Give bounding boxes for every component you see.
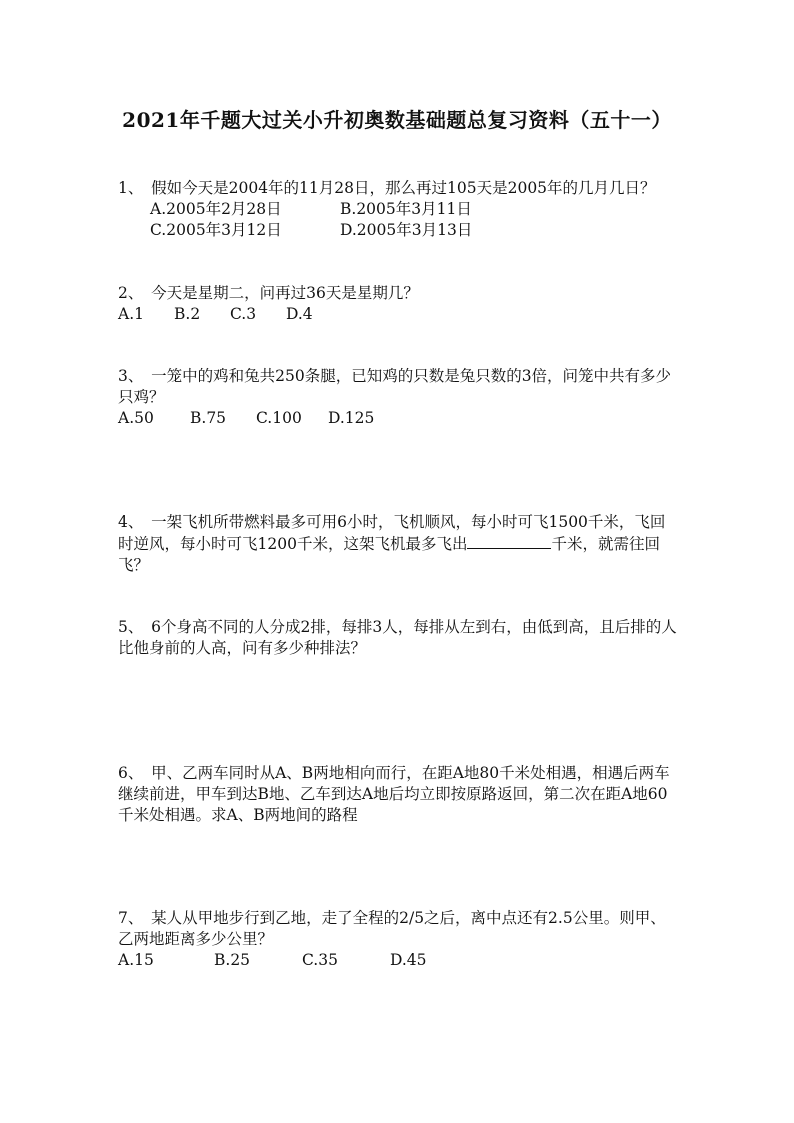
option-3d: D.125 <box>328 409 375 427</box>
option-3c: C.100 <box>256 409 302 427</box>
option-7a: A.15 <box>118 951 154 969</box>
option-1a: A.2005年2月28日 <box>150 200 282 218</box>
question-3-stem: 3、 一笼中的鸡和兔共250条腿，已知鸡的只数是兔只数的3倍，问笼中共有多少只鸡？ <box>118 367 672 406</box>
option-2d: D.4 <box>286 305 313 323</box>
question-7 <box>118 908 678 971</box>
page-title: 2021年千题大过关小升初奥数基础题总复习资料（五十一） <box>122 108 672 132</box>
question-4-stem-part2: 千米，就需往回飞？ <box>118 535 660 574</box>
question-6 <box>118 763 678 826</box>
option-7d: D.45 <box>390 951 427 969</box>
option-2a: A.1 <box>118 305 144 323</box>
answer-blank <box>467 533 551 549</box>
question-3 <box>118 366 678 429</box>
question-5 <box>118 617 678 659</box>
option-3b: B.75 <box>190 409 227 427</box>
option-7c: C.35 <box>302 951 338 969</box>
question-2 <box>118 283 678 325</box>
option-7b: B.25 <box>214 951 251 969</box>
question-7-stem: 7、 某人从甲地步行到乙地，走了全程的2/5之后，离中点还有2.5公里。则甲、乙两地距离多少公里？ <box>118 909 666 948</box>
question-3-options <box>118 408 678 429</box>
option-2b: B.2 <box>174 305 201 323</box>
question-6-stem: 6、 甲、乙两车同时从A、B两地相向而行，在距A地80千米处相遇，相遇后两车继续前进，甲车到达B地、乙车到达A地后均立即按原路返回，第二次在距A地60千米处相遇。求A、B两地间的路程 <box>118 764 670 824</box>
question-2-stem: 2、 今天是星期二，问再过36天是星期几？ <box>118 284 419 302</box>
option-1c: C.2005年3月12日 <box>150 221 282 239</box>
question-2-options <box>118 304 678 325</box>
question-1-stem: 1、 假如今天是2004年的11月28日，那么再过105天是2005年的几月几日？ <box>118 179 656 197</box>
question-4-stem-part1: 4、 一架飞机所带燃料最多可用6小时，飞机顺风，每小时可飞1500千米，飞回时逆风，每小时可飞1200千米，这架飞机最多飞出 <box>118 513 666 553</box>
option-1b: B.2005年3月11日 <box>340 200 472 218</box>
option-3a: A.50 <box>118 409 154 427</box>
option-2c: C.3 <box>230 305 257 323</box>
option-1d: D.2005年3月13日 <box>340 221 473 239</box>
question-5-stem: 5、 6个身高不同的人分成2排，每排3人，每排从左到右，由低到高，且后排的人比他身前的人高，问有多少种排法？ <box>118 618 677 657</box>
question-4 <box>118 512 678 576</box>
question-1 <box>118 178 678 241</box>
question-7-options <box>118 950 678 971</box>
question-1-options <box>118 199 678 241</box>
